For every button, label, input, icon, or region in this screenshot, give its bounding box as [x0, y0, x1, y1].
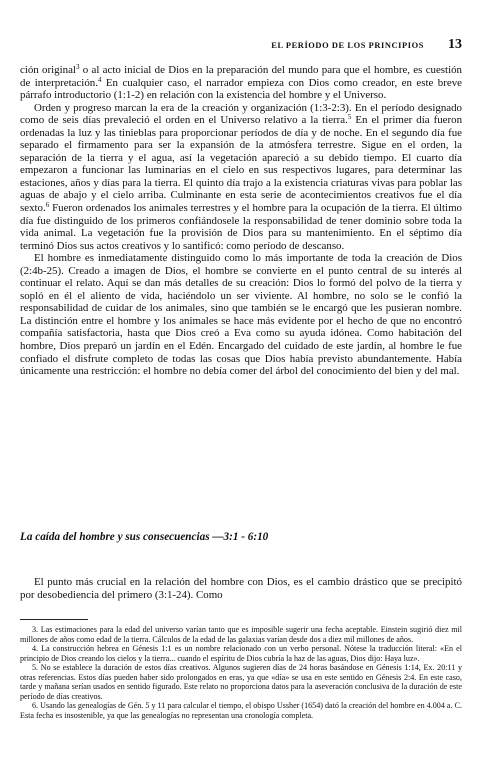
running-title: EL PERÍODO DE LOS PRINCIPIOS [271, 41, 424, 50]
footnote: 5. No se establece la duración de estos días creativos. Algunos sugieren días de 24 horas basándose en Génesis 1:14, Ex. 20:11 y otras referencias. Estos días pueden haber sido prolongados en eras, ya que «día» se usa en este sentido en Génesis 2:4. En este caso, tarde y mañana serían usados en sentido figurado. Este relato no proporciona datos para la aseveración conclusiva de la duración de este período de días creativos. [20, 663, 462, 701]
footnotes [20, 625, 462, 720]
section-heading: La caída del hombre y sus consecuencias —3:1 - 6:10 [20, 531, 269, 543]
footnote: 6. Usando las genealogías de Gén. 5 y 11 para calcular el tiempo, el obispo Ussher (1654) dató la creación del hombre en 4.004 a. C. Esta fecha es insostenible, ya que las genealogías no representan una cronología completa. [20, 701, 462, 720]
paragraph-text: En cualquier caso, el narrador empieza con Dios como creador, en este breve párrafo introductorio (1:1-2) en relación con la existencia del hombre y el Universo. [20, 76, 462, 102]
footnote: 4. La construcción hebrea en Génesis 1:1 es un nombre relacionado con un verbo personal. Nótese la traducción literal: «En el principio de Dios creando los cielos y la tierra... cuando el espíritu de Dios cubría la haz de las aguas, Dios dijo: Haya luz». [20, 644, 462, 663]
footnote-rule [20, 619, 88, 620]
body-text [20, 64, 462, 378]
paragraph-text: o al acto inicial de Dios en la preparación del mundo para que el hombre, es cuestión de interpretación. [20, 64, 462, 89]
paragraph-text: ción original [20, 64, 76, 76]
footnote-marker[interactable]: 5 [347, 113, 352, 122]
body-paragraph [20, 252, 462, 377]
footnote-marker[interactable]: 3 [75, 63, 80, 71]
paragraph-text: En el primer día fueron ordenadas la luz y las tinieblas para proporcionar períodos de día y de noche. En el segundo día fue separado el firmamento para ser la expansión de la atmósfera terrestre. Sigue en el orden, la separación de la tierra y el agua, así la vegetación apareció a su debido tiempo. El cuarto día empezaron a funcionar las luminarias en el cielo en sus respectivos lugares, para determinar las estaciones, años y días para la tierra. El quinto día trajo a la existencia criaturas vivas para poblar las aguas de abajo y el cielo arriba. Culminante en esta serie de acontecimientos creativos fue el día sexto. [20, 114, 463, 215]
body-paragraph [20, 102, 462, 253]
paragraph-text: Fueron ordenados los animales terrestres y el hombre para la ocupación de la tierra. El último día fue distinguido de los primeros confiándosele la responsabilidad de tener dominio sobre toda la vida animal. La vegetación fue la provisión de Dios para su mantenimiento. En el séptimo día terminó Dios sus actos creativos y lo santificó: como período de descanso. [20, 202, 462, 252]
body-paragraph [20, 64, 462, 102]
running-head [20, 39, 462, 57]
section-text [20, 576, 462, 601]
paragraph-text: Orden y progreso marcan la era de la creación y organización (1:3-2:3). En el período designado como de seis días prevaleció el orden en el Universo relativo a la tierra. [20, 101, 462, 127]
section-paragraph: El punto más crucial en la relación del hombre con Dios, es el cambio drástico que se precipitó por desobediencia del primero (3:1-24). Como [20, 576, 462, 601]
footnote: 3. Las estimaciones para la edad del universo varían tanto que es imposible sugerir una fecha aceptable. Einstein sugirió diez mil millones de años como edad de la tierra. Cálculos de la edad de las galaxias varían desde dos a diez mil millones de años. [20, 625, 462, 644]
footnote-marker[interactable]: 4 [97, 75, 102, 84]
page-number: 13 [448, 37, 462, 52]
paragraph-text: El hombre es inmediatamente distinguido como lo más importante de toda la creación de Dios (2:4b-25). Creado a imagen de Dios, el hombre se convierte en el punto central de su interés al continuar el relato. Aquí se dan más detalles de su creación: Dios lo formó del polvo de la tierra y sopló en él el aliento de vida, haciéndolo un ser viviente. Al hombre, no solo se le confió la responsabilidad de cuidar de los animales, sino que también se le encargó que les pusieran nombre. La distinción entre el hombre y los animales se hace más evidente por el hecho de que no encontró compañía satisfactoria, hasta que Dios creó a Eva como su ayuda idónea. Como habitación del hombre, Dios preparó un jardín en el Edén. Encargado del cuidado de este jardín, al hombre le fue confiado el disfrute completo de todas las cosas que Dios había previsto abundantemente. Había únicamente una restricción: el hombre no debía comer del árbol del conocimiento del bien y del mal. [20, 252, 462, 378]
footnote-marker[interactable]: 6 [45, 201, 50, 210]
